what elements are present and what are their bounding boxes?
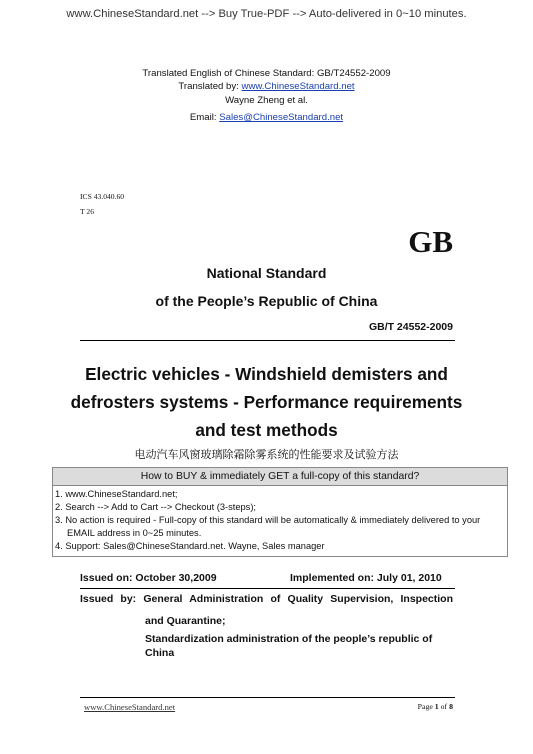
translated-standard-line: Translated English of Chinese Standard: GB/T24552-2009 — [142, 68, 391, 79]
issued-by-line-2: and Quarantine; — [145, 615, 226, 627]
buy-step: 2. Search --> Add to Cart --> Checkout (3-steps); — [55, 502, 256, 512]
title-line-1: Electric vehicles - Windshield demisters and — [85, 364, 448, 384]
translated-by-link[interactable]: www.ChineseStandard.net — [241, 81, 355, 92]
buy-instructions-box — [52, 467, 508, 557]
chinese-title: 电动汽车风窗玻璃除霜除雾系统的性能要求及试验方法 — [134, 448, 399, 461]
translated-by-label: Translated by: — [178, 81, 242, 92]
buy-step: 4. Support: Sales@ChineseStandard.net. Wayne, Sales manager — [55, 541, 325, 551]
ics-code: ICS 43.040.60 — [80, 192, 125, 201]
email-line — [0, 112, 533, 123]
page-indicator — [418, 702, 453, 711]
gb-mark: GB — [408, 224, 453, 259]
translator-name: Wayne Zheng et al. — [225, 95, 308, 106]
buy-steps-list — [53, 486, 507, 556]
t-code: T 26 — [80, 207, 94, 216]
email-link[interactable]: Sales@ChineseStandard.net — [219, 112, 344, 123]
issued-on-date: Issued on: October 30,2009 — [80, 572, 217, 584]
buy-step: 1. www.ChineseStandard.net; — [55, 489, 178, 499]
issued-by-line-1: Issued by: General Administration of Quality Supervision, Inspection — [80, 593, 453, 605]
footer-site-link[interactable]: www.ChineseStandard.net — [84, 702, 176, 712]
translated-by-line — [0, 81, 533, 92]
standard-number: GB/T 24552-2009 — [368, 321, 453, 333]
dates-rule — [80, 588, 455, 589]
implemented-on-date: Implemented on: July 01, 2010 — [290, 572, 442, 584]
issued-by-line-3: Standardization administration of the people’s republic of China — [145, 633, 433, 659]
email-label: Email: — [189, 112, 220, 123]
buy-step: 3. No action is required - Full-copy of this standard will be automatically & immediately delivered to your EMAIL address in 0~25 minutes. — [55, 515, 481, 538]
page-mid: of — [438, 702, 450, 711]
footer-rule — [80, 697, 455, 698]
title-line-2: defrosters systems - Performance requirements — [70, 392, 463, 412]
title-line-3: and test methods — [195, 420, 338, 440]
republic-heading: of the People’s Republic of China — [155, 293, 378, 309]
page-number: 1 — [434, 702, 439, 711]
page-total: 8 — [449, 702, 453, 711]
top-banner: www.ChineseStandard.net --> Buy True-PDF --> Auto-delivered in 0~10 minutes. — [66, 8, 467, 20]
national-standard-heading: National Standard — [206, 265, 327, 281]
page-prefix: Page — [417, 702, 435, 711]
buy-box-heading: How to BUY & immediately GET a full-copy of this standard? — [53, 468, 507, 486]
header-rule — [80, 340, 455, 341]
